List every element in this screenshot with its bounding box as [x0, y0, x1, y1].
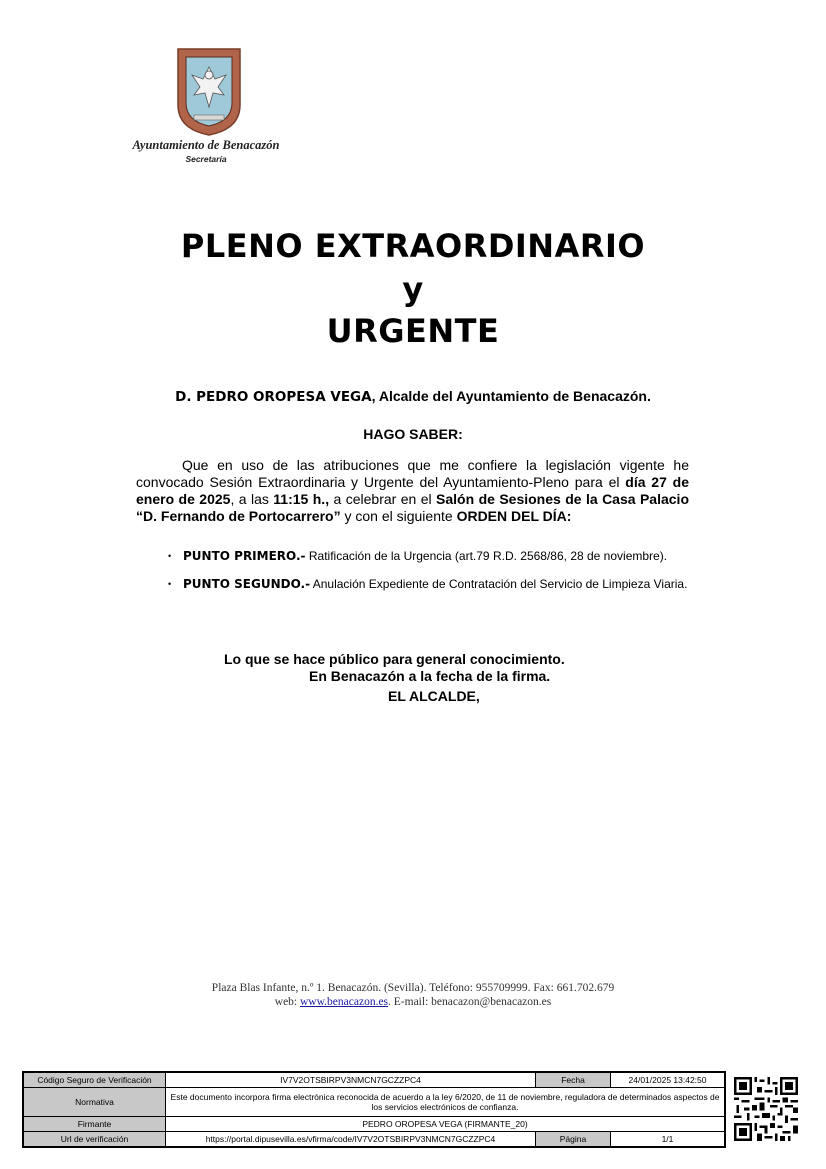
pagina-value: 1/1 — [611, 1132, 725, 1147]
firmante-label: Firmante — [24, 1117, 166, 1132]
agenda-item-text: Anulación Expediente de Contratación del Servicio de Limpieza Viaria. — [310, 577, 688, 591]
agenda-label: ORDEN DEL DÍA: — [456, 508, 572, 524]
issuer-line — [0, 388, 826, 405]
contact-line — [0, 995, 826, 1009]
web-prefix: web: — [274, 996, 300, 1008]
issuer-role: , Alcalde del Ayuntamiento de Benacazón. — [371, 388, 651, 404]
session-venue: Salón de Sesiones de la Casa Palacio “D. Fernando de Portocarrero” — [136, 491, 689, 524]
session-date: día 27 de enero de 2025 — [136, 474, 690, 507]
url-value[interactable]: https://portal.dipusevilla.es/vfirma/code/IV7V2OTSBIRPV3NMCN7GCZZPC4 — [166, 1132, 536, 1147]
body-text-4: y con el siguiente — [340, 508, 457, 524]
title-line-2: y — [402, 270, 424, 308]
agenda-item-text: Ratificación de la Urgencia (art.79 R.D. 2568/86, 28 de noviembre). — [305, 549, 668, 563]
department-name: Secretaría — [185, 154, 227, 164]
bullet-icon: • — [168, 551, 172, 561]
address-line: Plaza Blas Infante, n.º 1. Benacazón. (Sevilla). Teléfono: 955709999. Fax: 661.702.679 — [211, 982, 615, 994]
agenda-item-label: PUNTO PRIMERO.- — [183, 549, 306, 563]
list-item — [168, 549, 689, 564]
title-line-3: URGENTE — [326, 312, 500, 350]
body-text-2: , a las — [230, 491, 274, 507]
verification-table — [22, 1071, 726, 1148]
organization-name: Ayuntamiento de Benacazón — [132, 138, 280, 152]
fecha-value: 24/01/2025 13:42:50 — [611, 1073, 725, 1088]
bullet-icon: • — [168, 579, 172, 589]
municipal-crest-icon — [172, 45, 246, 137]
normativa-value: Este documento incorpora firma electrónica reconocida de acuerdo a la ley 6/2020, de 11 de noviembre, reguladora de determinados aspectos de los servicios electrónicos de confianza. — [166, 1087, 725, 1117]
agenda-list — [168, 549, 689, 605]
body-text-3: a celebrar en el — [329, 491, 437, 507]
session-time: 11:15 h., — [273, 491, 330, 507]
agenda-item-label: PUNTO SEGUNDO.- — [183, 577, 311, 591]
firmante-value: PEDRO OROPESA VEGA (FIRMANTE_20) — [166, 1117, 725, 1132]
title-line-1: PLENO EXTRAORDINARIO — [180, 227, 646, 265]
announcement-heading: HAGO SABER: — [363, 426, 463, 442]
csv-value: IV7V2OTSBIRPV3NMCN7GCZZPC4 — [166, 1073, 536, 1088]
url-label: Url de verificación — [24, 1132, 166, 1147]
website-link[interactable]: www.benacazon.es — [300, 996, 389, 1008]
body-text-1: Que en uso de las atribuciones que me confiere la legislación vigente he convocado Sesión Extraordinaria y Urgente del Ayuntamiento-Pleno para el — [136, 457, 689, 490]
normativa-label: Normativa — [24, 1087, 166, 1117]
closing-line-2: En Benacazón a la fecha de la firma. — [309, 668, 551, 684]
footer-address — [0, 981, 826, 1009]
closing-signature: EL ALCALDE, — [388, 688, 480, 704]
issuer-name: D. PEDRO OROPESA VEGA — [175, 389, 372, 405]
pagina-label: Página — [536, 1132, 611, 1147]
fecha-label: Fecha — [536, 1073, 611, 1088]
closing-line-1: Lo que se hace público para general conocimiento. — [224, 651, 565, 667]
convocation-paragraph — [136, 457, 689, 525]
csv-label: Código Seguro de Verificación — [24, 1073, 166, 1088]
email-text: . E-mail: benacazon@benacazon.es — [388, 996, 552, 1008]
qr-code-icon — [734, 1077, 798, 1141]
list-item — [168, 577, 689, 592]
